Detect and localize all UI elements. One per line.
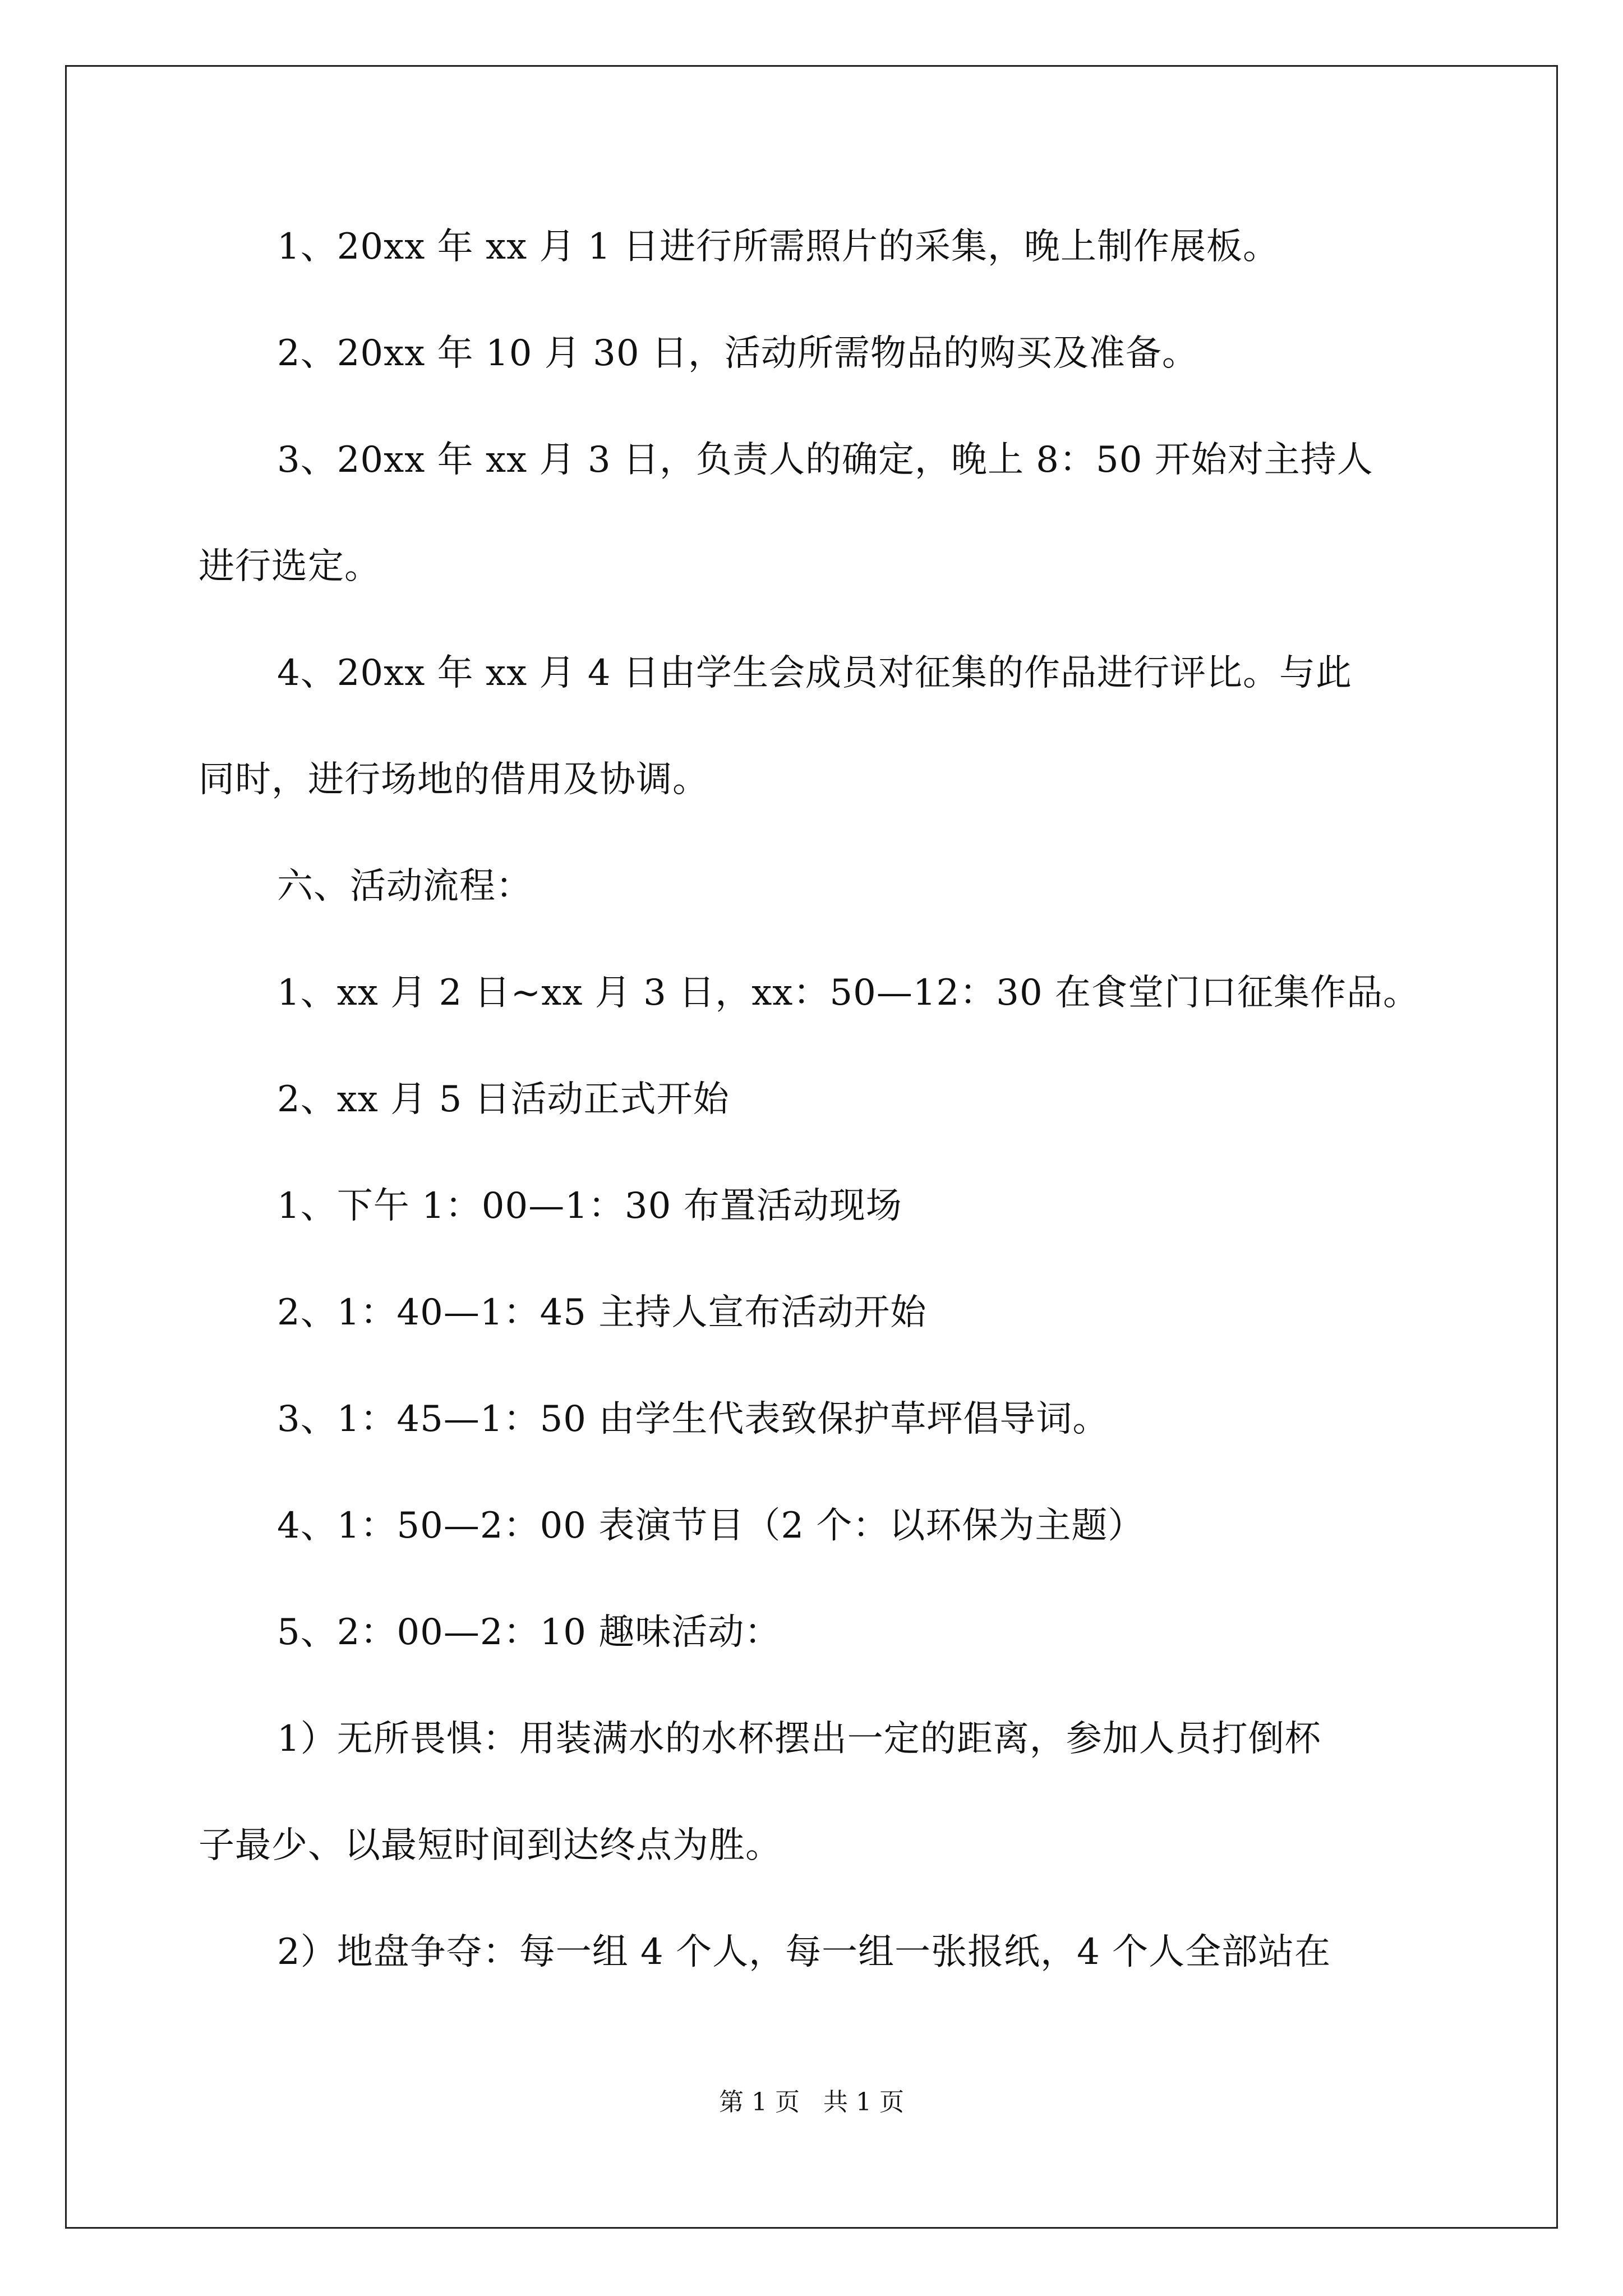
- paragraph-line-10: 4、1：50—2：00 表演节目（2 个：以环保为主题）: [277, 1505, 1145, 1547]
- paragraph-line-4: 4、20xx 年 xx 月 4 日由学生会成员对征集的作品进行评比。与此: [277, 652, 1352, 694]
- paragraph-line-7: 1、下午 1：00—1：30 布置活动现场: [277, 1185, 902, 1227]
- page-border: [65, 65, 1558, 2229]
- page-number: 第 1 页: [719, 2088, 800, 2116]
- page-total: 共 1 页: [823, 2088, 904, 2116]
- paragraph-line-5: 1、xx 月 2 日~xx 月 3 日，xx：50—12：30 在食堂门口征集作品。: [277, 972, 1420, 1014]
- page-footer: [0, 2087, 1623, 2118]
- paragraph-line-13: 2）地盘争夺：每一组 4 个人，每一组一张报纸，4 个人全部站在: [277, 1931, 1331, 1973]
- section-heading: 六、活动流程：: [277, 866, 532, 907]
- paragraph-line-1: 1、20xx 年 xx 月 1 日进行所需照片的采集，晚上制作展板。: [277, 226, 1279, 268]
- paragraph-line-9: 3、1：45—1：50 由学生代表致保护草坪倡导词。: [277, 1398, 1109, 1440]
- paragraph-line-4-cont: 同时，进行场地的借用及协调。: [199, 759, 709, 800]
- paragraph-line-3-cont: 进行选定。: [199, 546, 381, 587]
- paragraph-line-12: 1）无所畏惧：用装满水的水杯摆出一定的距离，参加人员打倒杯: [277, 1718, 1321, 1760]
- paragraph-line-6: 2、xx 月 5 日活动正式开始: [277, 1079, 730, 1120]
- paragraph-line-3: 3、20xx 年 xx 月 3 日，负责人的确定，晚上 8：50 开始对主持人: [277, 439, 1373, 481]
- paragraph-line-8: 2、1：40—1：45 主持人宣布活动开始: [277, 1292, 927, 1333]
- paragraph-line-2: 2、20xx 年 10 月 30 日，活动所需物品的购买及准备。: [277, 333, 1198, 374]
- paragraph-line-11: 5、2：00—2：10 趣味活动：: [277, 1612, 781, 1653]
- paragraph-line-12-cont: 子最少、以最短时间到达终点为胜。: [199, 1825, 782, 1866]
